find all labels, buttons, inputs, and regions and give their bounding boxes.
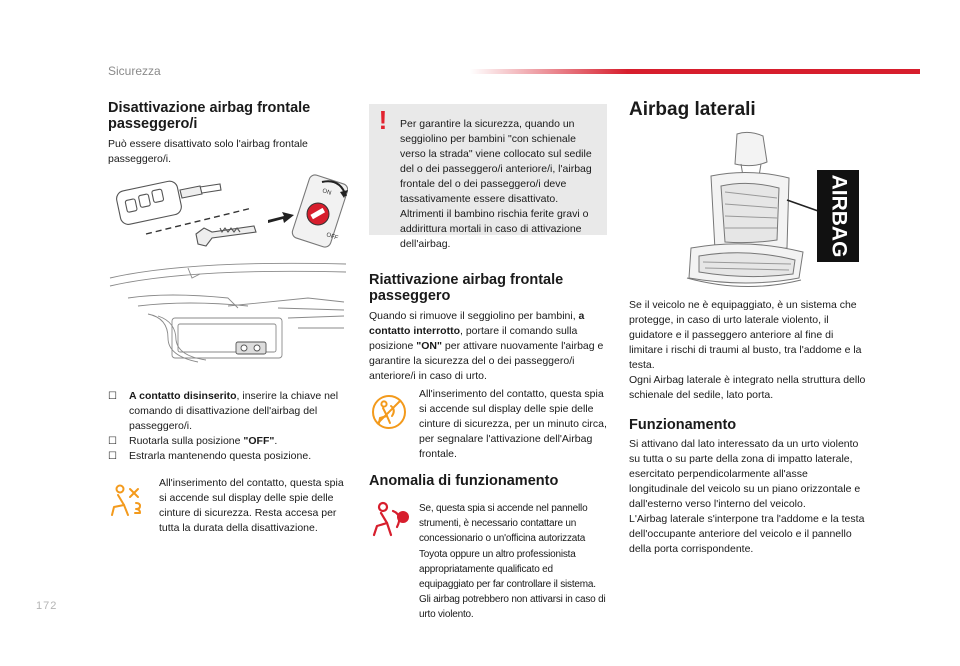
bullet-marker-icon: ☐ (108, 451, 117, 462)
reactivation-title: Riattivazione airbag frontale passeggero (369, 272, 564, 304)
fault-text: Se, questa spia si accende nel pannello strumenti, è necessario contattare un concessionario o un'officina autorizzata Toyota oppure un altro professionista appropriatamente qualificato ed equipaggiato per far controllare il sistema. Gli airbag potrebbero non attivarsi in caso di urto violento. (419, 503, 606, 621)
fault-title: Anomalia di funzionamento (369, 473, 559, 489)
procedure-bullet-list (108, 389, 348, 464)
airbag-off-lamp-note: All'inserimento del contatto, questa spia si accende sul display delle spie delle cinture di sicurezza. Resta accesa per tutta la durata della disattivazione. (159, 477, 344, 534)
on-label: ON (321, 188, 332, 197)
section-label: Sicurezza (108, 64, 161, 78)
switch-slot-icon (236, 342, 266, 354)
function-title: Funzionamento (629, 417, 737, 433)
seat-airbag-figure (629, 128, 869, 294)
bullet-item: ☐ Ruotarla sulla posizione "OFF". (108, 435, 278, 447)
bullet-item: ☐ Estrarla mantenendo questa posizione. (108, 450, 312, 462)
child-seat-warning-text: Per garantire la sicurezza, quando un seggiolino per bambini "con schienale verso la strada" viene collocato sul sedile del o dei passeggero/i anteriore/i, l'airbag frontale del o dei passeggero/i deve tassativamente essere disattivato. Altrimenti il bambino rischia ferite gravi o addirittura mortali in caso di attivazione dell'airbag. (400, 117, 592, 250)
off-label: OFF (325, 232, 339, 242)
airbag-on-lamp-icon (369, 394, 409, 430)
deactivation-intro: Può essere disattivato solo l'airbag frontale passeggero/i. (108, 138, 308, 165)
airbag-fault-lamp-icon (371, 501, 413, 537)
airbag-off-lamp-icon (108, 483, 148, 517)
airbag-pointer-line (787, 200, 821, 212)
page-number: 172 (36, 600, 58, 612)
side-airbags-intro: Se il veicolo ne è equipaggiato, è un sistema che protegge, in caso di urto laterale violento, il guidatore e il passeggero anteriore al fine di limitare i rischi di traumi al busto, tra l'addome e la testa. Ogni Airbag laterale è integrato nella struttura dello schienale del sedile, lato porta. (629, 299, 866, 401)
bullet-marker-icon: ☐ (108, 391, 117, 402)
key-switch-figure (108, 168, 348, 256)
exclamation-warning-icon: ! (378, 105, 388, 135)
bullet-marker-icon: ☐ (108, 436, 117, 447)
side-airbags-title: Airbag laterali (629, 99, 756, 120)
switch-dial-icon (291, 173, 348, 248)
bullet-item: ☐ A contatto disinserito, inserire la chiave nel comando di disattivazione dell'airbag del passeggero/i. (108, 390, 339, 432)
dashboard-figure (108, 258, 348, 368)
key-blade-icon (196, 226, 256, 246)
seat-icon (687, 132, 803, 286)
function-text: Si attivano dal lato interessato da un urto violento su tutta o su parte della zona di impatto laterale, esercitato perpendicolarmente all'asse longitudinale del veicolo su un piano orizzontale e dall'esterno verso l'interno del veicolo. L'Airbag laterale s'interpone tra l'addome e la testa dell'occupante anteriore del veicolo e il pannello della porta corrispondente. (629, 438, 865, 555)
arrow-icon (268, 212, 294, 223)
header-accent-rule (470, 69, 920, 74)
deactivation-title: Disattivazione airbag frontale passeggero/i (108, 100, 311, 132)
reactivation-text: Quando si rimuove il seggiolino per bambini, a contatto interrotto, portare il comando sulla posizione "ON" per attivare nuovamente l'airbag e garantire la sicurezza del o dei passeggero/i anteriore/i in caso di urto. (369, 310, 604, 382)
airbag-on-lamp-note: All'inserimento del contatto, questa spia si accende sul display delle spie delle cinture di sicurezza, per un minuto circa, per segnalare l'attivazione dell'Airbag frontale. (419, 388, 607, 460)
airbag-tag-label: AIRBAG (827, 174, 851, 258)
